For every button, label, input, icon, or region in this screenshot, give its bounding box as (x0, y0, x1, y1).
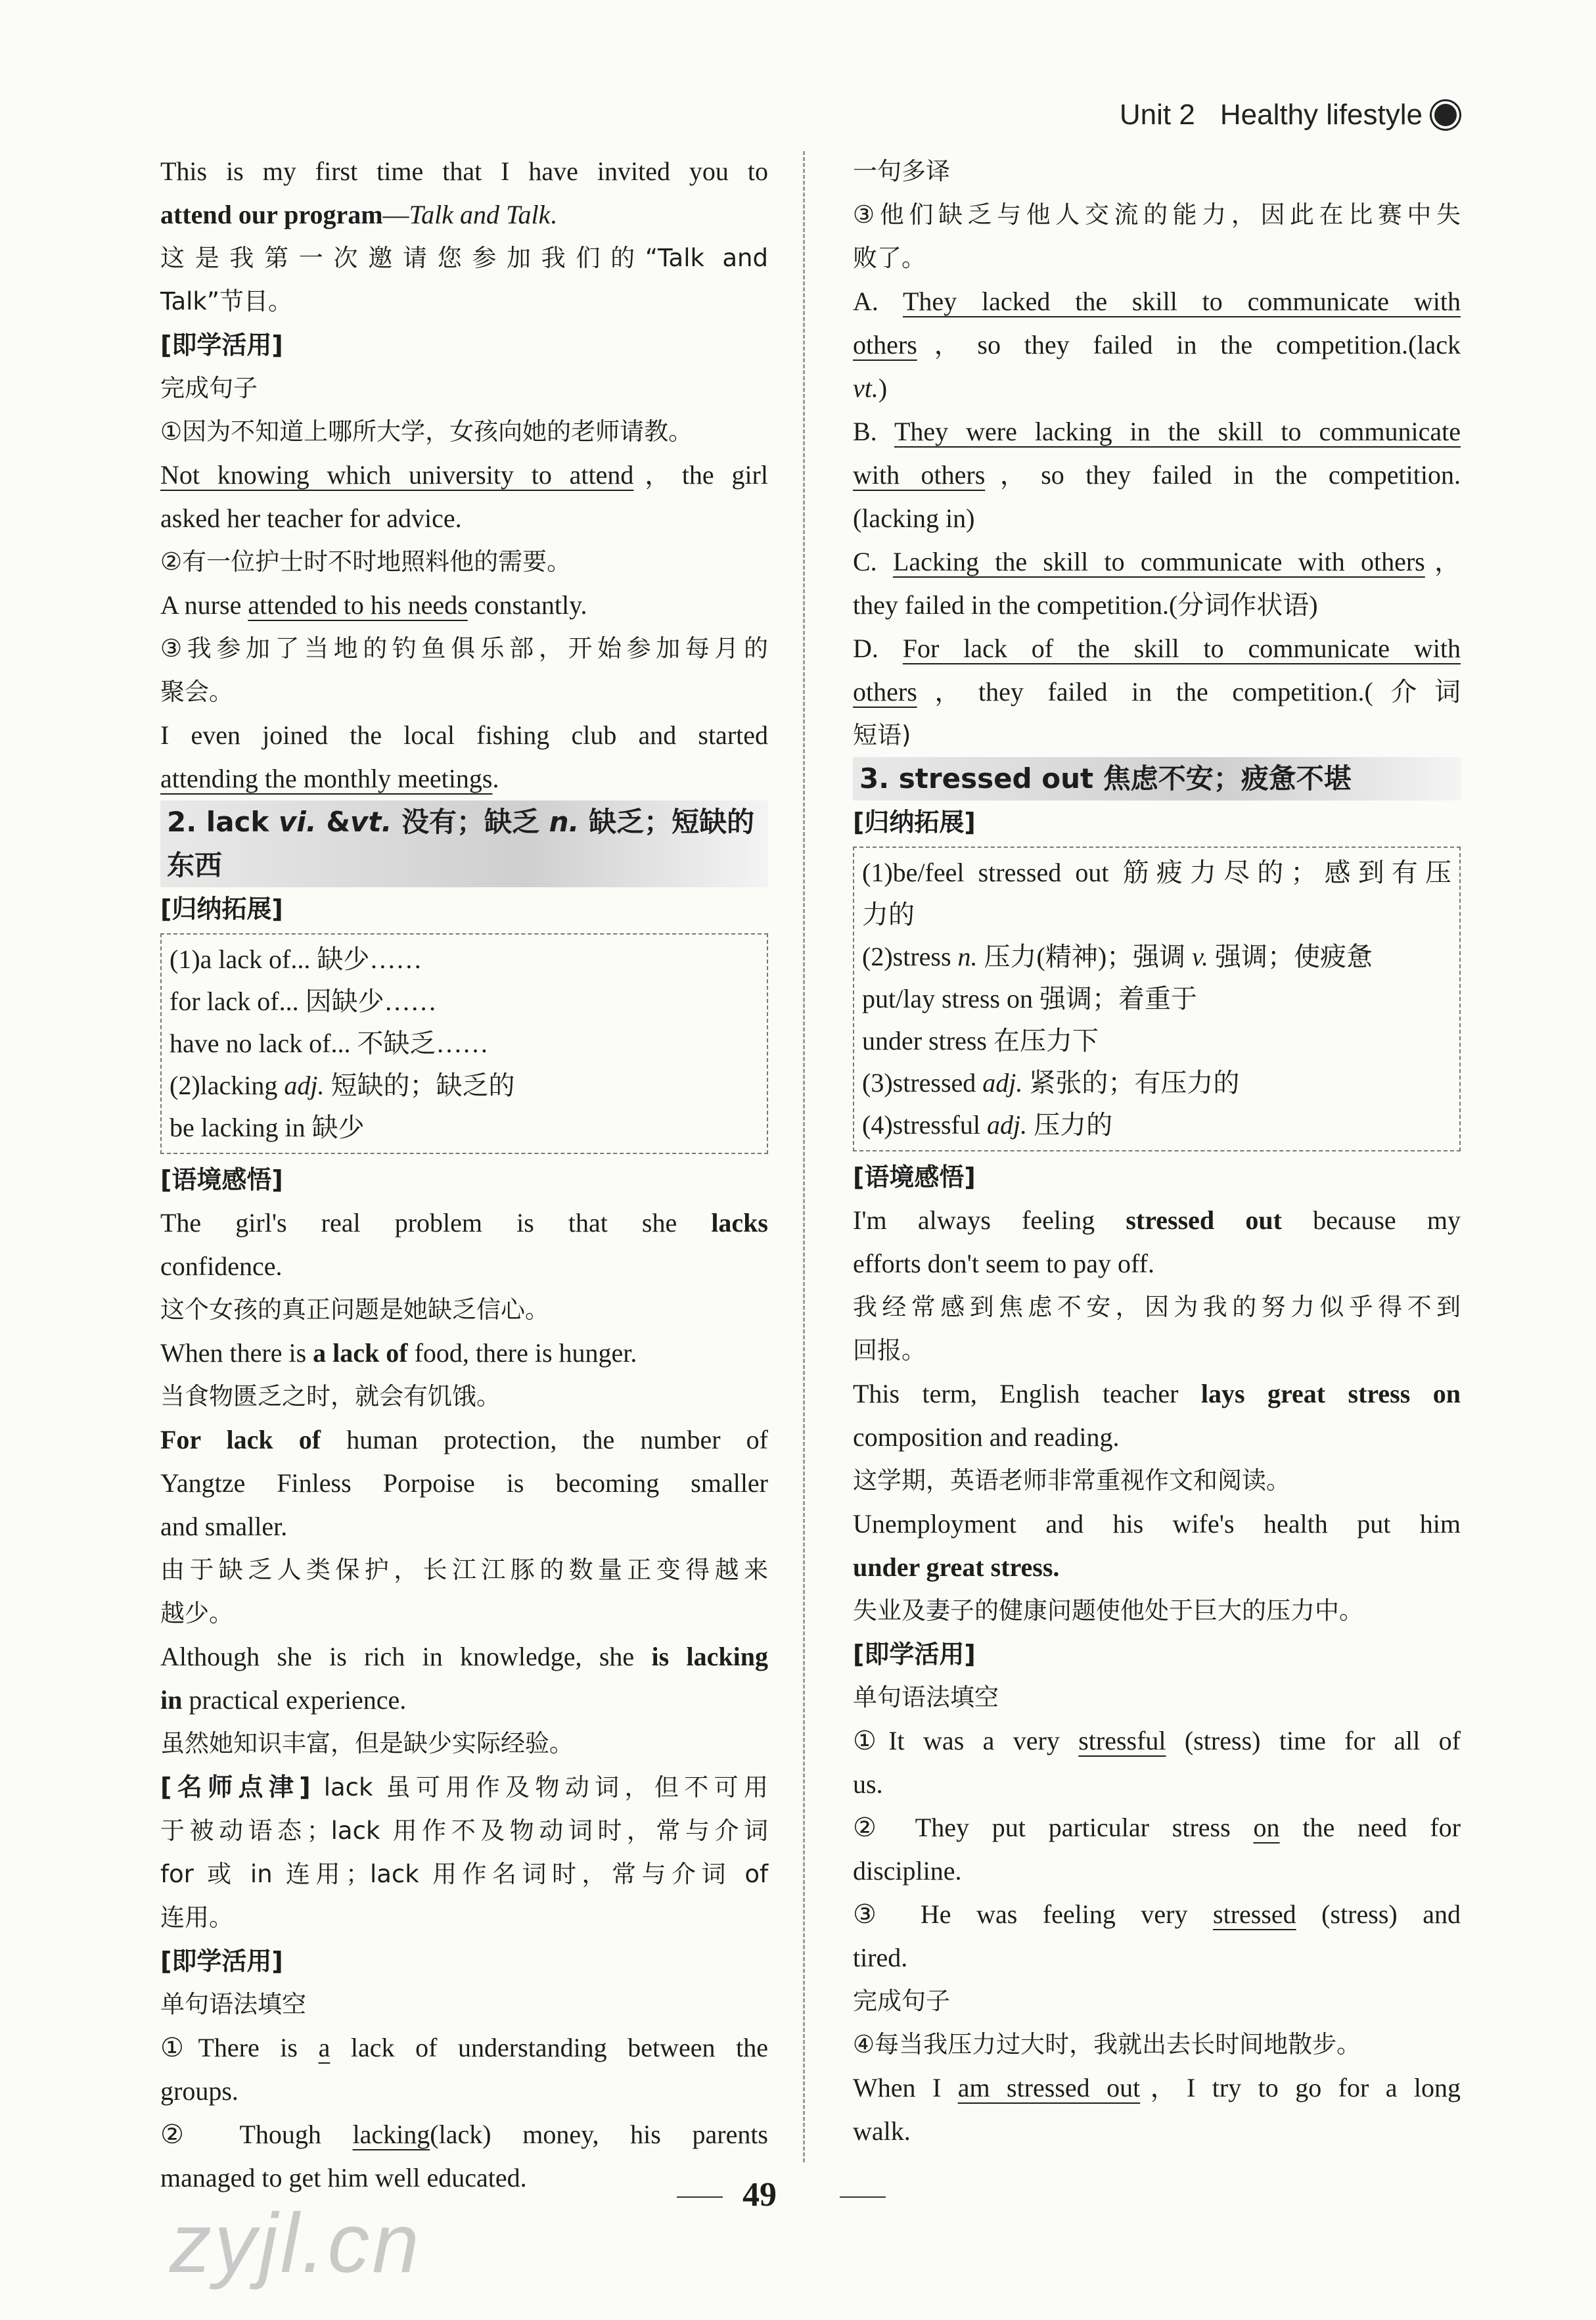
section-tag: [即学活用] (853, 1640, 976, 1669)
example-zh: 失业及妻子的健康问题使他处于巨大的压力中。 (853, 1596, 1363, 1625)
box-line: (1)a lack of... 缺少…… (170, 944, 422, 974)
box-line: 力的 (862, 900, 915, 929)
answer-line: I even joined the local fishing club and started (160, 720, 768, 750)
example-zh: 这个女孩的真正问题是她缺乏信心。 (160, 1295, 549, 1324)
page-header (1120, 99, 1459, 131)
example-zh: 越少。 (160, 1599, 233, 1627)
section-heading-stressed-out: 3. stressed out 焦虑不安；疲惫不堪 (853, 757, 1461, 800)
left-column (160, 150, 768, 2200)
example-zh: 这学期，英语老师非常重视作文和阅读。 (853, 1466, 1290, 1495)
answer-line: Not knowing which university to attend，the girl (160, 460, 768, 490)
box-line: put/lay stress on 强调；着重于 (862, 984, 1197, 1013)
answer-line: ② They put particular stress on the need for (853, 1813, 1461, 1842)
right-column (853, 150, 1461, 2153)
answer-line: discipline. (853, 1856, 962, 1886)
example-line: under great stress. (853, 1552, 1060, 1582)
answer-line: A. They lacked the skill to communicate with (853, 287, 1461, 316)
example-zh: 回报。 (853, 1336, 926, 1364)
example-line: confidence. (160, 1251, 283, 1281)
answer-blank: with others (853, 460, 986, 490)
box-line: (3)stressed adj. 紧张的；有压力的 (862, 1068, 1240, 1098)
answer-line: groups. (160, 2076, 239, 2106)
example-line: Yangtze Finless Porpoise is becoming smaller (160, 1468, 768, 1498)
answer-line: ② Though lacking(lack) money, his parents (160, 2120, 768, 2149)
question-zh: 聚会。 (160, 678, 233, 706)
unit-title: Healthy lifestyle (1220, 99, 1423, 131)
example-line: Although she is rich in knowledge, she is lacking (160, 1642, 768, 1671)
section-tag: [名师点津] (160, 1773, 311, 1801)
answer-line: attending the monthly meetings. (160, 764, 499, 793)
section-tag: [语境感悟] (160, 1165, 283, 1194)
summary-box (853, 847, 1461, 1151)
section-tag: [即学活用] (160, 331, 283, 360)
answer-line: they failed in the competition.(分词作状语) (853, 590, 1318, 620)
intro-zh: Talk”节目。 (160, 287, 293, 315)
answer-blank: Lacking the skill to communicate with others (892, 547, 1425, 576)
box-line: (1)be/feel stressed out 筋疲力尽的；感到有压 (862, 858, 1451, 887)
answer-line: ③ He was feeling very stressed (stress) and (853, 1899, 1461, 1929)
answer-line: A nurse attended to his needs constantly. (160, 590, 587, 620)
unit-label: Unit 2 (1119, 99, 1195, 131)
answer-line: ①It was a very stressful (stress) time for all of (853, 1726, 1461, 1755)
example-line: Unemployment and his wife's health put him (853, 1509, 1461, 1539)
answer-blank: stressful (1078, 1726, 1166, 1755)
column-divider (803, 151, 805, 2162)
page-number-rule (840, 2196, 886, 2198)
tip-line: [名师点津] lack 虽可用作及物动词，但不可用 (160, 1773, 768, 1801)
answer-line: (lacking in) (853, 503, 975, 533)
answer-line: B. They were lacking in the skill to communicate (853, 417, 1461, 446)
bullet-icon (1432, 101, 1459, 129)
answer-line: us. (853, 1769, 883, 1799)
answer-line: vt.) (853, 373, 888, 403)
answer-line: C. Lacking the skill to communicate with others， (853, 547, 1461, 576)
question-zh: ③他们缺乏与他人交流的能力，因此在比赛中失 (853, 200, 1461, 229)
question-zh: 败了。 (853, 244, 926, 272)
tip-line: 连用。 (160, 1903, 233, 1932)
answer-blank: Not knowing which university to attend (160, 460, 634, 490)
section-heading-lack: 2. lack vi. &vt. 没有；缺乏 n. 缺乏；短缺的东西 (160, 800, 768, 887)
example-line: and smaller. (160, 1512, 288, 1541)
answer-line: others，they failed in the competition.(介词 (853, 677, 1461, 707)
box-line: be lacking in 缺少 (170, 1113, 365, 1142)
answer-blank: others (853, 330, 917, 360)
exercise-title: 完成句子 (160, 374, 258, 402)
section-tag: [语境感悟] (853, 1163, 976, 1192)
question-zh: ②有一位护士时不时地照料他的需要。 (160, 547, 572, 576)
example-line: composition and reading. (853, 1422, 1120, 1452)
box-line: have no lack of... 不缺乏…… (170, 1029, 489, 1058)
example-line: I'm always feeling stressed out because my (853, 1205, 1461, 1235)
section-tag: [即学活用] (160, 1947, 283, 1976)
watermark-logo: zyjl.cn (170, 2196, 422, 2290)
box-line: for lack of... 因缺少…… (170, 986, 437, 1016)
tip-line: for 或 in 连用；lack 用作名词时，常与介词 of (160, 1860, 768, 1888)
intro-line: attend our program—Talk and Talk. (160, 200, 557, 229)
question-zh: ④每当我压力过大时，我就出去长时间地散步。 (853, 2030, 1361, 2058)
answer-line: ①There is a lack of understanding between the (160, 2033, 768, 2062)
question-zh: ①因为不知道上哪所大学，女孩向她的老师请教。 (160, 417, 693, 446)
answer-blank: attending the monthly meetings (160, 764, 493, 793)
box-line: (2)lacking adj. 短缺的；缺乏的 (170, 1071, 515, 1100)
answer-line: others，so they failed in the competition.(lack (853, 330, 1461, 360)
example-line: in practical experience. (160, 1685, 407, 1715)
answer-blank: attended to his needs (248, 590, 468, 620)
example-zh: 当食物匮乏之时，就会有饥饿。 (160, 1382, 501, 1410)
answer-blank: lacking (352, 2120, 430, 2149)
answer-blank: They lacked the skill to communicate with (903, 287, 1461, 316)
answer-line: with others，so they failed in the competition. (853, 460, 1461, 490)
example-zh: 虽然她知识丰富，但是缺少实际经验。 (160, 1729, 574, 1757)
intro-line: This is my first time that I have invited you to (160, 156, 768, 186)
example-line: For lack of human protection, the number of (160, 1425, 768, 1454)
example-line: When there is a lack of food, there is hunger. (160, 1338, 637, 1368)
page-number-rule (677, 2196, 723, 2198)
intro-zh: 这是我第一次邀请您参加我们的“Talk and (160, 244, 768, 272)
example-zh: 由于缺乏人类保护，长江江豚的数量正变得越来 (160, 1556, 768, 1584)
answer-line: tired. (853, 1943, 908, 1972)
example-line: This term, English teacher lays great stress on (853, 1379, 1461, 1408)
answer-blank: They were lacking in the skill to communicate (894, 417, 1461, 446)
tip-line: 于被动语态；lack 用作不及物动词时，常与介词 (160, 1817, 768, 1845)
answer-line: managed to get him well educated. (160, 2163, 527, 2192)
example-line: efforts don't seem to pay off. (853, 1249, 1154, 1278)
example-zh: 我经常感到焦虑不安，因为我的努力似乎得不到 (853, 1293, 1461, 1321)
answer-blank: a (318, 2033, 331, 2062)
section-tag: [归纳拓展] (160, 894, 283, 923)
answer-line: When I am stressed out，I try to go for a long (853, 2073, 1461, 2102)
example-line: The girl's real problem is that she lacks (160, 1208, 768, 1238)
answer-line: D. For lack of the skill to communicate with (853, 634, 1461, 663)
answer-blank: others (853, 677, 917, 707)
exercise-title: 完成句子 (853, 1987, 950, 2015)
box-line: (2)stress n. 压力(精神)；强调 v. 强调；使疲惫 (862, 942, 1373, 971)
section-tag: [归纳拓展] (853, 808, 976, 837)
summary-box (160, 933, 768, 1154)
exercise-title: 单句语法填空 (160, 1990, 306, 2018)
answer-blank: stressed (1213, 1899, 1296, 1929)
exercise-title: 单句语法填空 (853, 1683, 999, 1711)
page-number: 49 (742, 2176, 777, 2214)
answer-blank: am stressed out (957, 2073, 1141, 2102)
box-line: under stress 在压力下 (862, 1026, 1099, 1056)
question-zh: ③我参加了当地的钓鱼俱乐部，开始参加每月的 (160, 634, 768, 662)
answer-blank: on (1253, 1813, 1280, 1842)
answer-line: asked her teacher for advice. (160, 503, 462, 533)
answer-line: walk. (853, 2116, 911, 2146)
box-line: (4)stressful adj. 压力的 (862, 1110, 1113, 1140)
answer-blank: For lack of the skill to communicate with (902, 634, 1461, 663)
exercise-title: 一句多译 (853, 157, 950, 185)
answer-line: 短语) (853, 721, 911, 749)
